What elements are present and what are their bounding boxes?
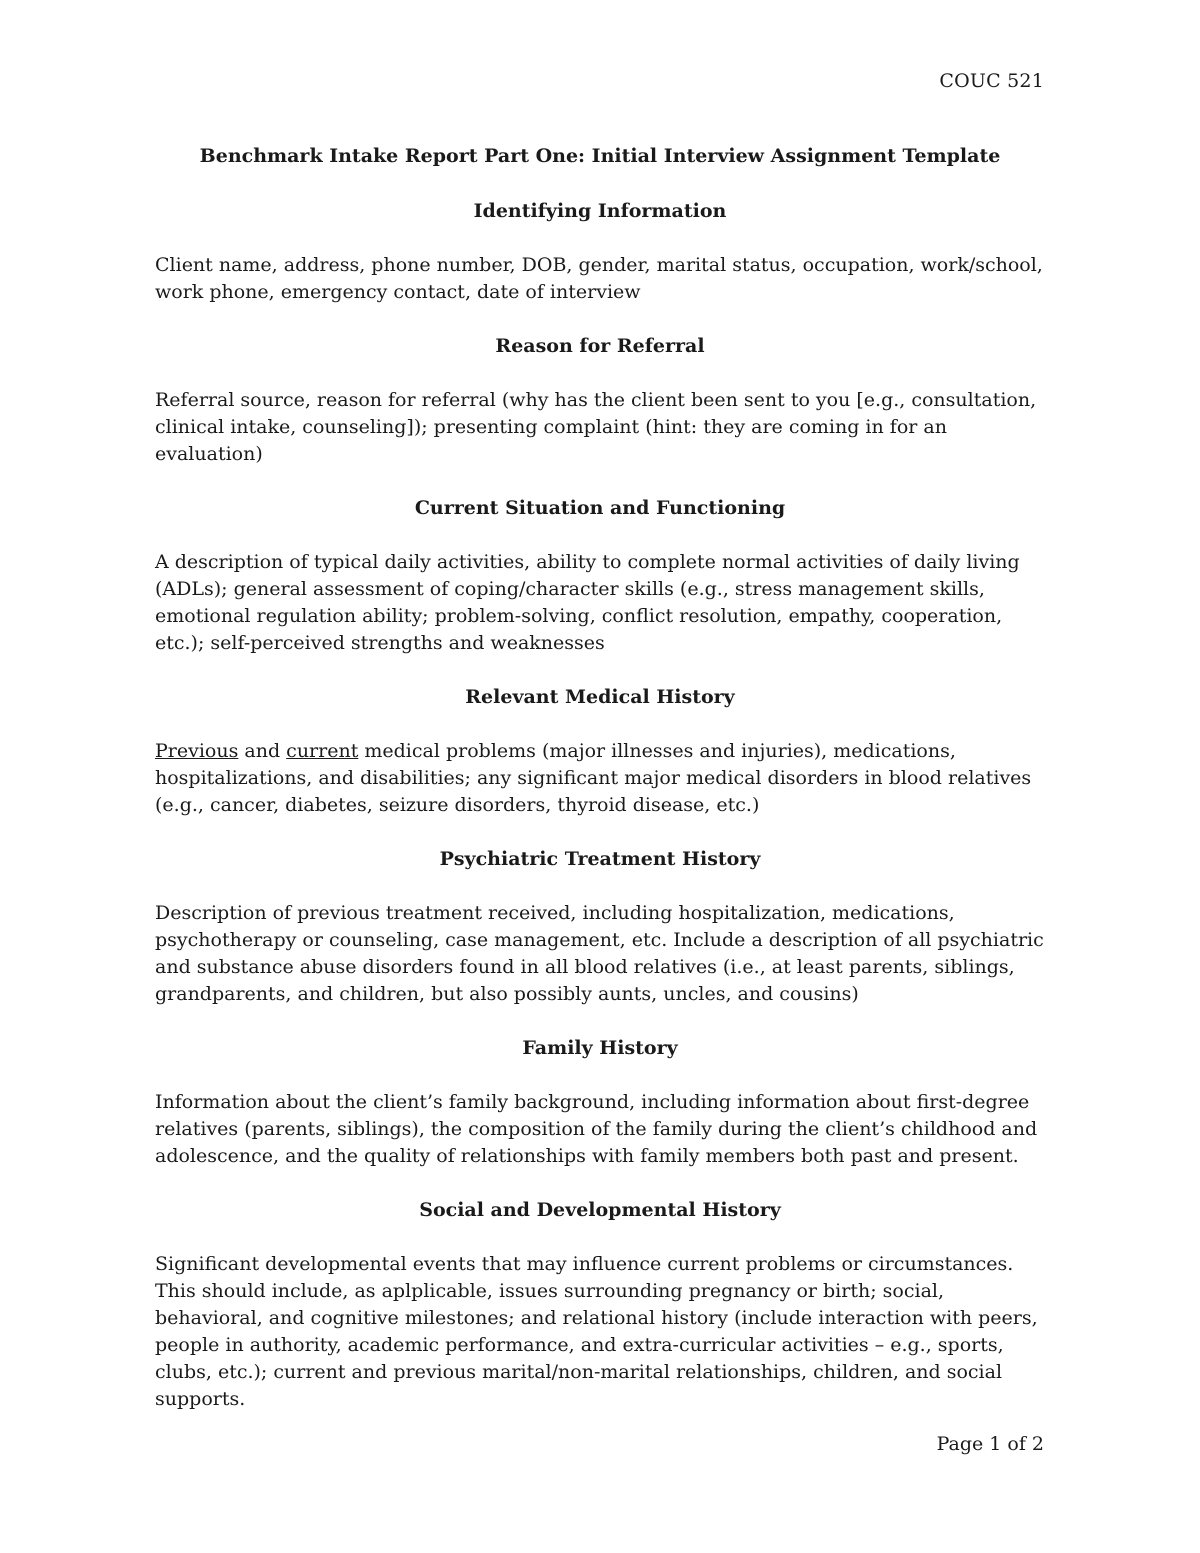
section-heading: Current Situation and Functioning	[414, 497, 786, 519]
section-heading: Reason for Referral	[495, 335, 705, 357]
body-text: and	[238, 740, 287, 762]
section-identifying-information	[155, 198, 1045, 306]
underlined-word-current: current	[286, 740, 359, 762]
course-code: COUC 521	[939, 70, 1044, 92]
section-body	[155, 738, 1045, 819]
section-body: Significant developmental events that may influence current problems or circumstances. This should include, as aplplicable, issues surrounding pregnancy or birth; social, behavioral, and cognitive milestones; and relational history (include interaction with peers, people in authority, academic performance, and extra-curricular activities – e.g., sports, clubs, etc.); current and previous marital/non-marital relationships, children, and social supports.	[155, 1253, 1038, 1410]
section-relevant-medical-history	[155, 684, 1045, 819]
section-family-history	[155, 1035, 1045, 1170]
section-heading: Psychiatric Treatment History	[439, 848, 761, 870]
body-text: medical problems (major illnesses and injuries), medications, hospitalizations, and disabilities; any significant major medical disorders in blood relatives (e.g., cancer, diabetes, seizure disorders, thyroid disease, etc.)	[155, 740, 1032, 816]
underlined-word-previous: Previous	[155, 740, 239, 762]
page-number: Page 1 of 2	[936, 1433, 1044, 1455]
section-body: A description of typical daily activities, ability to complete normal activities of daily living (ADLs); general assessment of coping/character skills (e.g., stress management skills, emotional regulation ability; problem-solving, conflict resolution, empathy, cooperation, etc.); self-perceived strengths and weaknesses	[155, 551, 1020, 654]
section-body: Information about the client’s family background, including information about first-degree relatives (parents, siblings), the composition of the family during the client’s childhood and adolescence, and the quality of relationships with family members both past and present.	[155, 1091, 1038, 1167]
section-body: Referral source, reason for referral (why has the client been sent to you [e.g., consultation, clinical intake, counseling]); presenting complaint (hint: they are coming in for an evaluation)	[155, 389, 1037, 465]
section-psychiatric-treatment-history	[155, 846, 1045, 1008]
section-heading: Social and Developmental History	[419, 1199, 781, 1221]
section-heading: Identifying Information	[473, 200, 727, 222]
section-heading: Family History	[522, 1037, 678, 1059]
document-title: Benchmark Intake Report Part One: Initial Interview Assignment Template	[199, 145, 1001, 167]
section-current-situation	[155, 495, 1045, 657]
section-heading: Relevant Medical History	[465, 686, 735, 708]
section-social-developmental-history	[155, 1197, 1045, 1413]
document-content	[155, 143, 1045, 1440]
section-body: Description of previous treatment received, including hospitalization, medications, psychotherapy or counseling, case management, etc. Include a description of all psychiatric and substance abuse disorders found in all blood relatives (i.e., at least parents, siblings, grandparents, and children, but also possibly aunts, uncles, and cousins)	[155, 902, 1044, 1005]
section-body: Client name, address, phone number, DOB, gender, marital status, occupation, work/school, work phone, emergency contact, date of interview	[155, 254, 1043, 303]
section-reason-for-referral	[155, 333, 1045, 468]
